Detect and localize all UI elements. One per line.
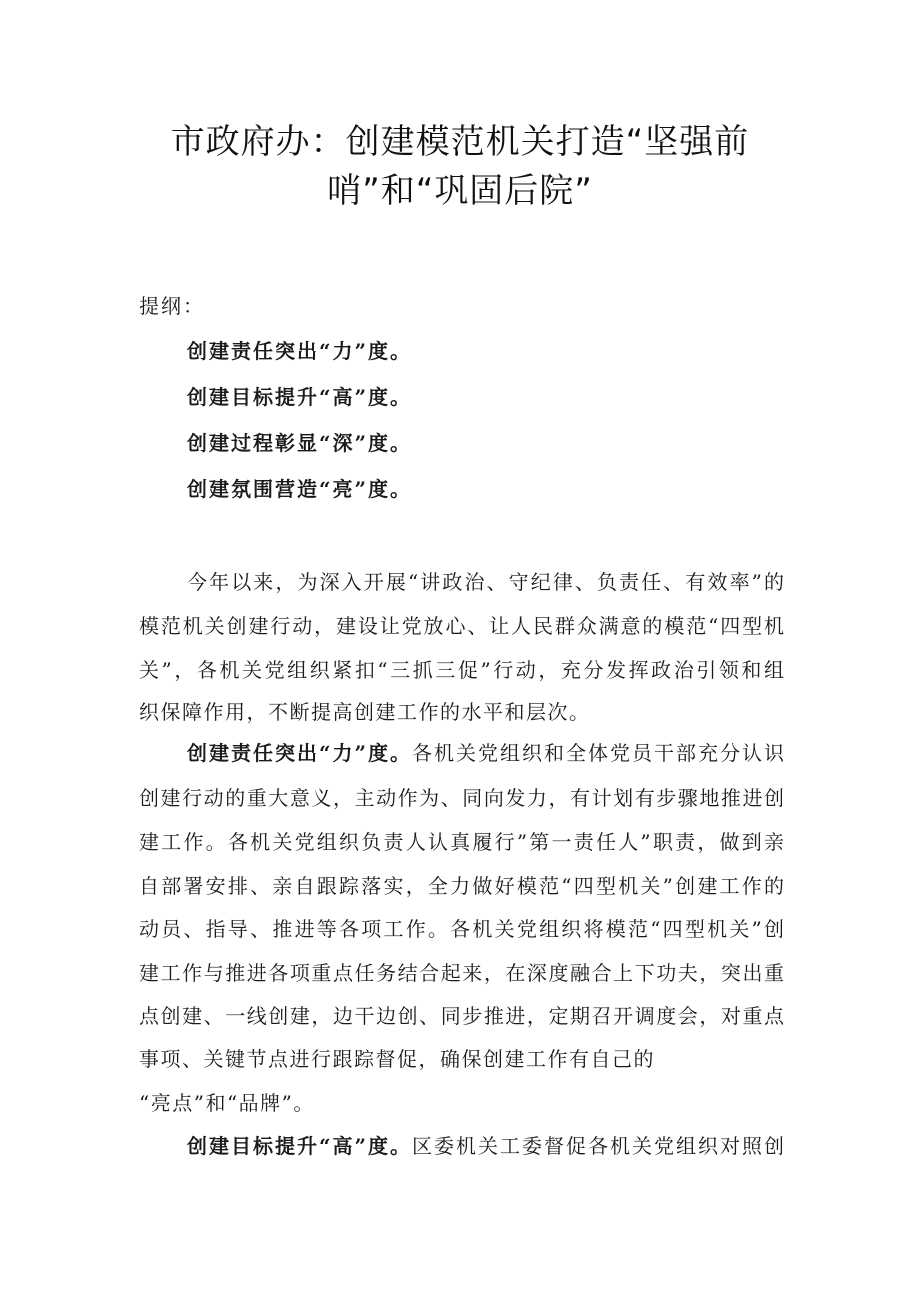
section1-first-line <box>187 737 784 766</box>
intro-line-2: 模范机关创建行动，建设让党放心、让人民群众满意的模范“四型机 <box>139 614 784 638</box>
document-title-line-2: 哨”和“巩固后院” <box>327 171 593 211</box>
section2-first-line-text: 区委机关工委督促各机关党组织对照创 <box>412 1134 785 1158</box>
section1-line: 自部署安排、亲自跟踪落实，全力做好模范“四型机关”创建工作的 <box>139 874 784 898</box>
outline-item-2: 创建目标提升“高”度。 <box>187 385 413 409</box>
section1-line: 建工作与推进各项重点任务结合起来，在深度融合上下功夫，突出重 <box>139 961 784 985</box>
section1-line: “亮点”和“品牌”。 <box>139 1091 315 1115</box>
section1-line: 点创建、一线创建，边干边创、同步推进，定期召开调度会，对重点 <box>139 1004 784 1028</box>
section1-heading: 创建责任突出“力”度。 <box>187 741 413 765</box>
section1-line: 创建行动的重大意义，主动作为、同向发力，有计划有步骤地推进创 <box>139 786 784 810</box>
outline-item-3: 创建过程彰显“深”度。 <box>187 431 413 455</box>
intro-line-4: 织保障作用，不断提高创建工作的水平和层次。 <box>139 700 591 724</box>
section1-line: 建工作。各机关党组织负责人认真履行”第一责任人”职责，做到亲 <box>139 830 784 854</box>
outline-item-4: 创建氛围营造“亮”度。 <box>187 477 413 501</box>
section2-heading: 创建目标提升“高”度。 <box>187 1134 413 1158</box>
section1-line: 事项、关键节点进行跟踪督促，确保创建工作有自己的 <box>139 1047 655 1071</box>
intro-line-1: 今年以来，为深入开展“讲政治、守纪律、负责任、有效率”的 <box>187 570 784 594</box>
intro-line-3: 关”，各机关党组织紧扣“三抓三促”行动，充分发挥政治引领和组 <box>139 658 784 682</box>
section1-first-line-text: 各机关党组织和全体党员干部充分认识 <box>412 741 785 765</box>
outline-item-1: 创建责任突出“力”度。 <box>187 339 413 363</box>
section1-line: 动员、指导、推进等各项工作。各机关党组织将模范“四型机关”创 <box>139 917 784 941</box>
section2-first-line <box>187 1130 784 1159</box>
outline-label: 提纲： <box>139 294 205 318</box>
document-title-line-1: 市政府办：创建模范机关打造“坚强前 <box>170 122 750 162</box>
